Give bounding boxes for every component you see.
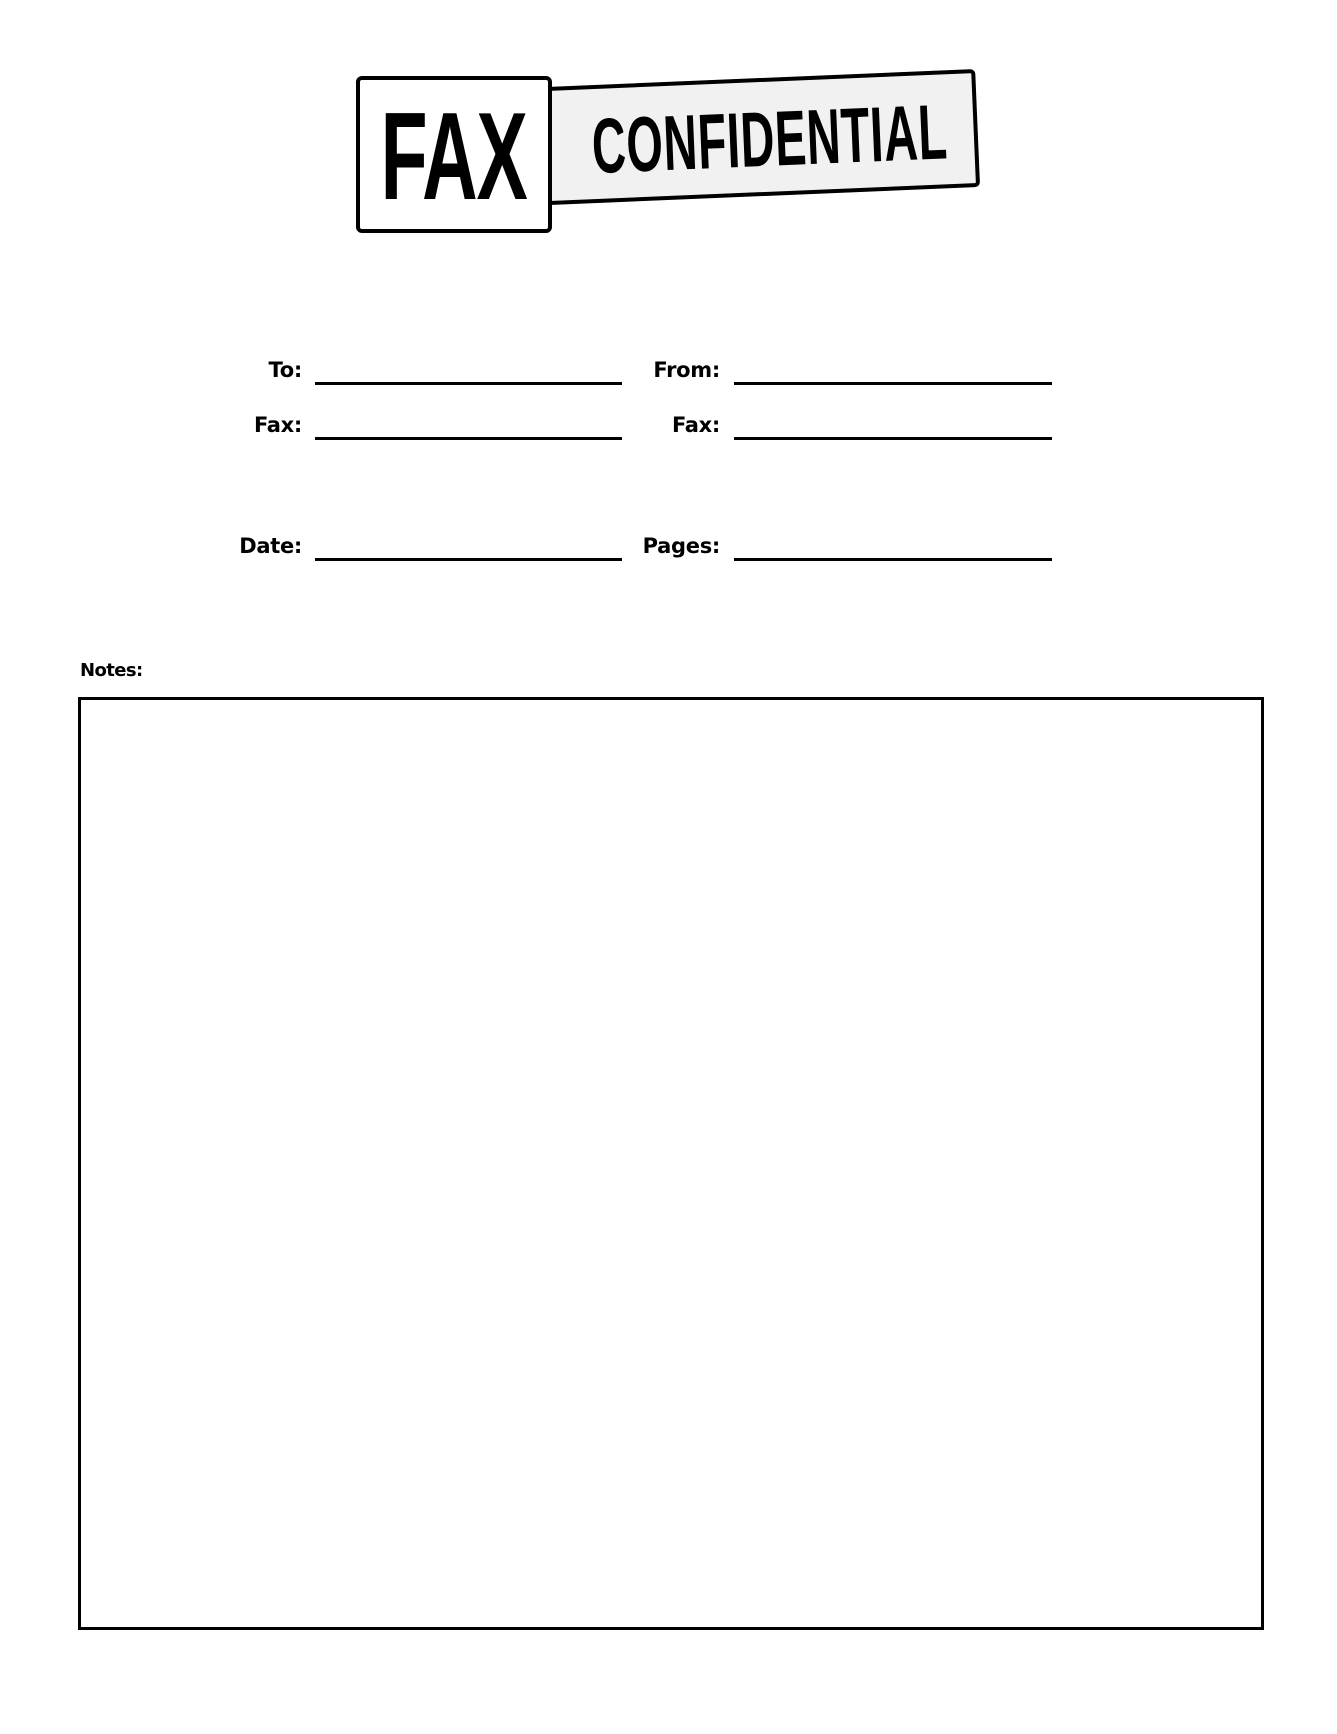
from-fax-label: Fax: — [671, 413, 720, 437]
fax-title: FAX — [381, 87, 527, 226]
from-fax-field[interactable] — [734, 437, 1052, 440]
pages-field[interactable] — [734, 558, 1052, 561]
date-field[interactable] — [315, 558, 622, 561]
to-label: To: — [268, 358, 302, 382]
notes-label: Notes: — [80, 660, 143, 681]
notes-area[interactable] — [78, 697, 1264, 1630]
to-fax-field[interactable] — [315, 437, 622, 440]
to-fax-label: Fax: — [253, 413, 302, 437]
date-label: Date: — [239, 534, 302, 558]
fax-logo-box — [356, 76, 552, 233]
from-label: From: — [653, 358, 720, 382]
confidential-text: CONFIDENTIAL — [590, 87, 950, 191]
confidential-banner — [498, 69, 981, 207]
from-field[interactable] — [734, 382, 1052, 385]
to-field[interactable] — [315, 382, 622, 385]
pages-label: Pages: — [642, 534, 720, 558]
